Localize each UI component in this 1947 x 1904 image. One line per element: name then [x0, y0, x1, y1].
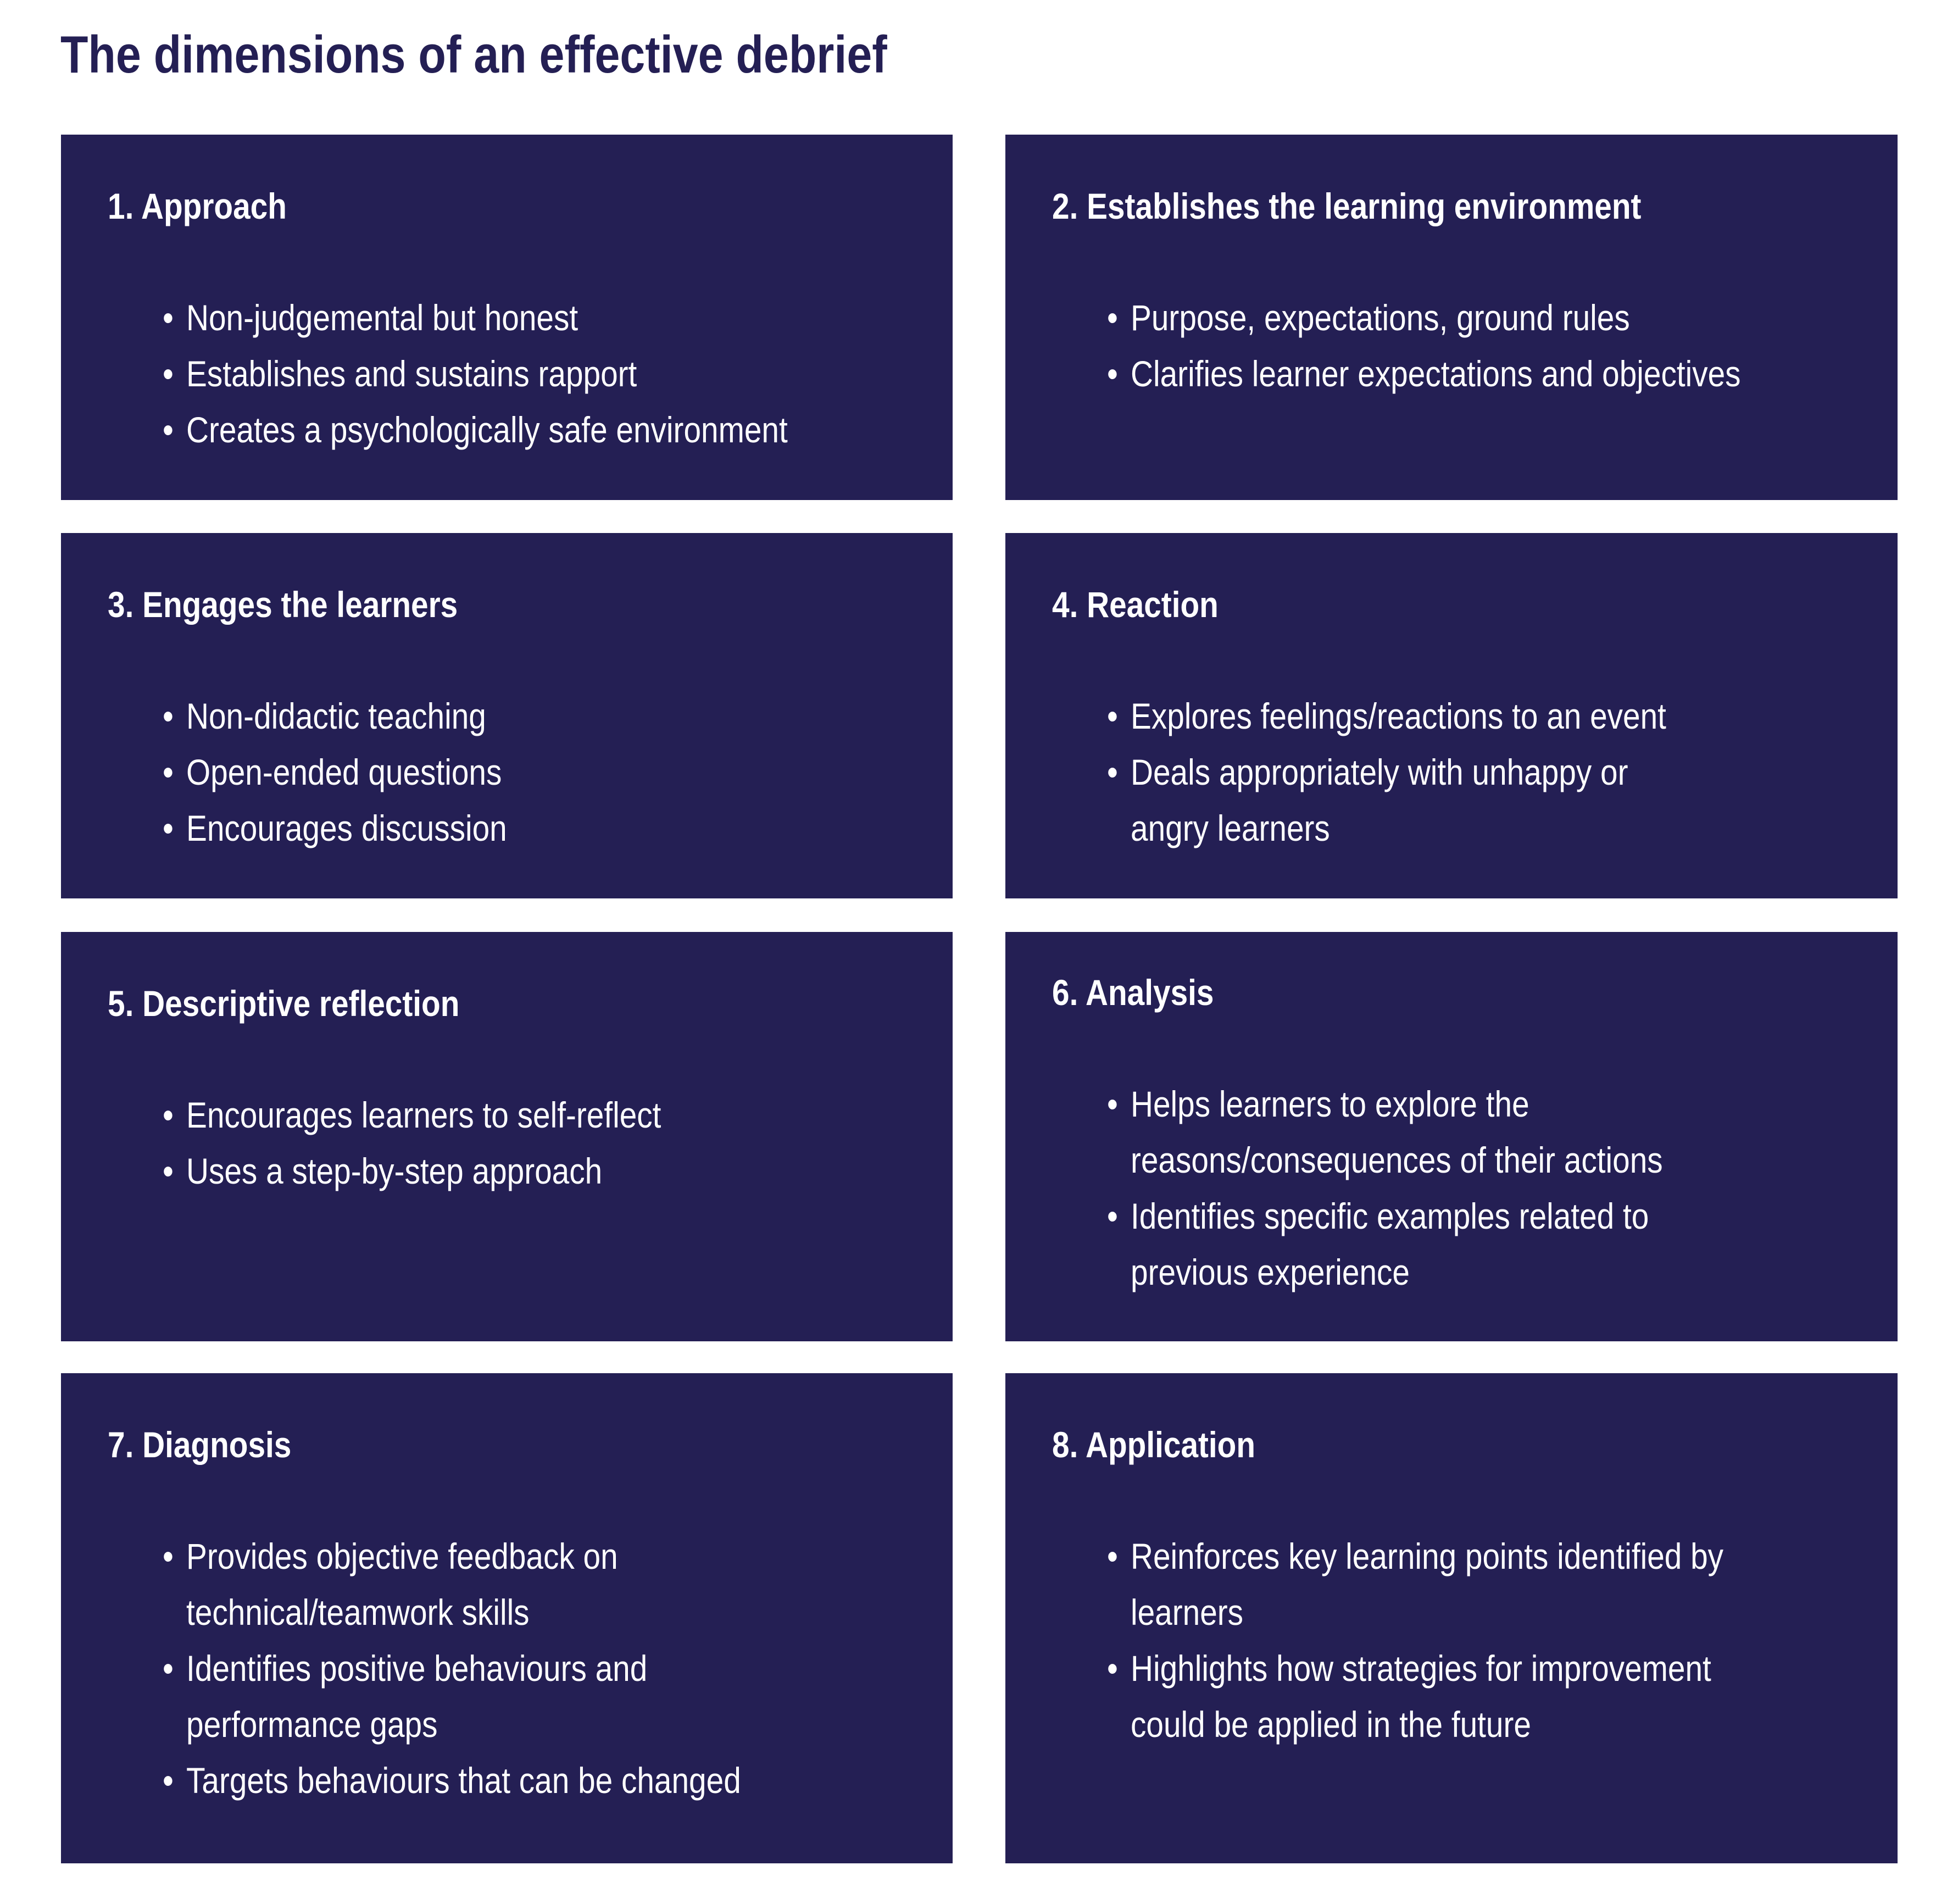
- list-item: • Establishes and sustains rapport: [163, 346, 788, 402]
- list-item: • Non-didactic teaching: [163, 688, 507, 744]
- dimension-card-descriptive-reflection: [61, 932, 953, 1341]
- card-bullet-list: [163, 1528, 741, 1808]
- card-bullet-list: [1107, 1528, 1723, 1752]
- card-heading: 5. Descriptive reflection: [108, 983, 460, 1024]
- card-heading: 8. Application: [1052, 1424, 1256, 1465]
- list-item: • Clarifies learner expectations and objectives: [1107, 346, 1741, 402]
- card-bullet-list: [1107, 290, 1741, 402]
- card-heading: 4. Reaction: [1052, 584, 1219, 625]
- dimension-card-analysis: [1005, 932, 1898, 1341]
- card-bullet-list: [163, 688, 507, 856]
- card-heading: 6. Analysis: [1052, 972, 1214, 1013]
- list-item: • Reinforces key learning points identified by learners: [1107, 1528, 1723, 1640]
- dimension-card-application: [1005, 1373, 1898, 1863]
- list-item: • Identifies positive behaviours and performance gaps: [163, 1640, 741, 1752]
- dimension-card-diagnosis: [61, 1373, 953, 1863]
- list-item: • Non-judgemental but honest: [163, 290, 788, 346]
- list-item: • Encourages learners to self-reflect: [163, 1087, 661, 1143]
- list-item: • Open-ended questions: [163, 744, 507, 800]
- list-item: • Targets behaviours that can be changed: [163, 1752, 741, 1808]
- card-heading: 3. Engages the learners: [108, 584, 458, 625]
- list-item: • Provides objective feedback on technical/teamwork skills: [163, 1528, 741, 1640]
- list-item: • Uses a step-by-step approach: [163, 1143, 661, 1199]
- dimension-card-reaction: [1005, 533, 1898, 898]
- dimension-card-approach: [61, 135, 953, 500]
- card-heading: 2. Establishes the learning environment: [1052, 186, 1642, 226]
- card-bullet-list: [1107, 688, 1666, 856]
- page-title: The dimensions of an effective debrief: [60, 25, 887, 84]
- dimension-card-engages-learners: [61, 533, 953, 898]
- list-item: • Highlights how strategies for improvement could be applied in the future: [1107, 1640, 1723, 1752]
- card-bullet-list: [163, 290, 788, 458]
- card-heading: 7. Diagnosis: [108, 1424, 292, 1465]
- list-item: • Deals appropriately with unhappy or angry learners: [1107, 744, 1666, 856]
- list-item: • Identifies specific examples related to previous experience: [1107, 1188, 1663, 1300]
- card-heading: 1. Approach: [108, 186, 287, 226]
- list-item: • Helps learners to explore the reasons/consequences of their actions: [1107, 1076, 1663, 1188]
- dimension-card-learning-environment: [1005, 135, 1898, 500]
- card-bullet-list: [1107, 1076, 1663, 1300]
- card-bullet-list: [163, 1087, 661, 1199]
- list-item: • Encourages discussion: [163, 800, 507, 856]
- list-item: • Creates a psychologically safe environment: [163, 402, 788, 458]
- list-item: • Explores feelings/reactions to an event: [1107, 688, 1666, 744]
- list-item: • Purpose, expectations, ground rules: [1107, 290, 1741, 346]
